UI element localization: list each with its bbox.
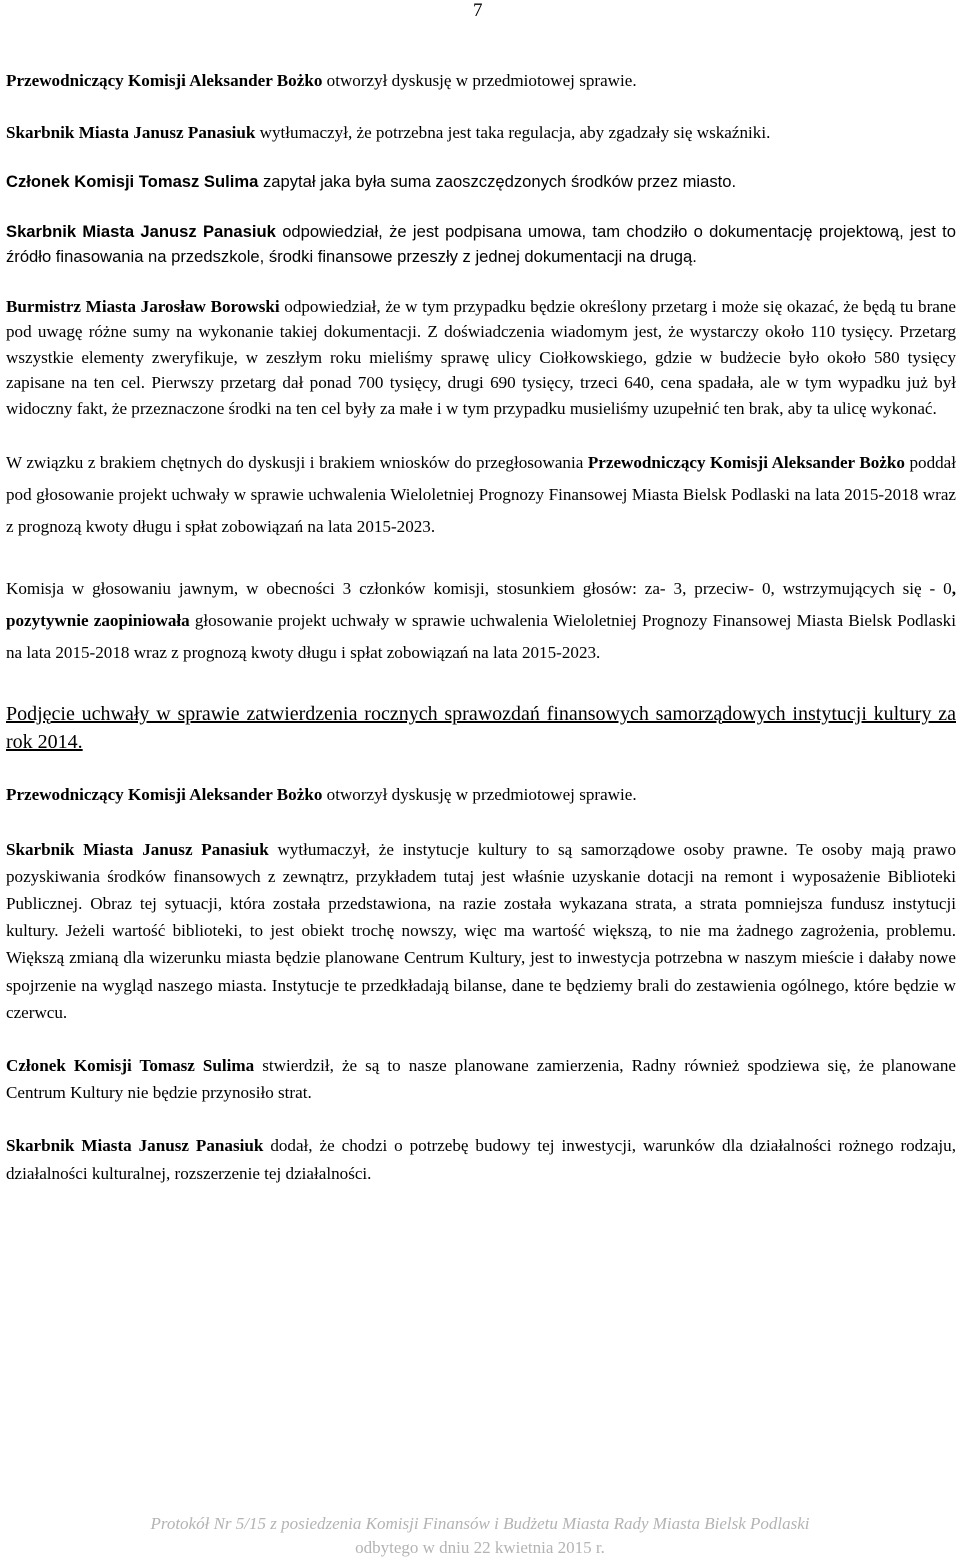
paragraph-text: W związku z brakiem chętnych do dyskusji i brakiem wniosków do przegłosowania (6, 453, 588, 472)
speaker-name: Burmistrz Miasta Jarosław Borowski (6, 296, 280, 316)
paragraph-text: stwierdził, że są to nasze planowane zamierzenia, Radny również spodziewa się, że planowane Centrum Kultury nie będzie przynosiło strat. (6, 1055, 957, 1103)
speaker-name: Skarbnik Miasta Janusz Panasiuk (6, 122, 256, 142)
footer-protocol-title: Protokół Nr 5/15 z posiedzenia Komisji Finansów i Budżetu Miasta Rady Miasta Bielsk Podlaski (150, 1514, 810, 1533)
paragraph-text: otworzył dyskusję w przedmiotowej sprawie. (322, 71, 637, 90)
speaker-name: Skarbnik Miasta Janusz Panasiuk (6, 839, 269, 859)
paragraph-text: Komisja w głosowaniu jawnym, w obecności 3 członków komisji, stosunkiem głosów: za- 3, przeciw- 0, wstrzymujących się - 0 (6, 579, 952, 598)
document-body (6, 68, 956, 1187)
footer-session-date: odbytego w dniu 22 kwietnia 2015 r. (355, 1538, 605, 1557)
paragraph-text: poddał pod głosowanie projekt uchwały w sprawie uchwalenia Wieloletniej Prognozy Finansowej Miasta Bielsk Podlaski na lata 2015-2018 wraz z prognozą kwoty długu i spłat zobowiązań na lata 2015-2023. (6, 453, 956, 536)
paragraph-text: zapytał jaka była suma zaoszczędzonych środków przez miasto. (258, 172, 737, 191)
speaker-name: Skarbnik Miasta Janusz Panasiuk (6, 221, 276, 241)
paragraph-text: głosowanie projekt uchwały w sprawie uchwalenia Wieloletniej Prognozy Finansowej Miasta Bielsk Podlaski na lata 2015-2018 wraz z prognozą kwoty długu i spłat zobowiązań na lata 2015-2023. (6, 611, 956, 662)
paragraph-treasurer-explanation (6, 120, 956, 146)
paragraph-treasurer-answer (6, 219, 956, 270)
page-footer (0, 1512, 960, 1560)
paragraph-text: wytłumaczył, że instytucje kultury to są samorządowe osoby prawne. Te osoby mają prawo pozyskiwania środków finansowych z zewnątrz, przykładem tutaj jest właśnie uzyskanie dotacji na remont i wyposażenie Biblioteki Publicznej. Obraz tej sytuacji, która została przedstawiona, na razie została wykazana strata, a strata pomniejsza fundusz instytucji kultury. Jeżeli wartość biblioteki, to jest obiekt trochę nowszy, więc ma wartość większą, to nie ma żadnego zagrożenia, problemu. Większą zmianą dla wizerunku miasta będzie planowane Centrum Kultury, jest to inwestycja potrzebna w naszym mieście i dałaby nowe spojrzenie na wygląd naszego miasta. Instytucje te przedkładają bilanse, dane te będziemy brali do zestawienia ogólnego, które będzie w czerwcu. (6, 839, 956, 1022)
speaker-name: Przewodniczący Komisji Aleksander Bożko (587, 453, 905, 472)
paragraph-text: otworzył dyskusję w przedmiotowej sprawie. (322, 785, 637, 804)
paragraph-discussion-opened (6, 68, 956, 94)
paragraph-member-statement (6, 1052, 956, 1106)
paragraph-text: odpowiedział, że w tym przypadku będzie określony przetarg i może się okazać, że będą tu brane pod uwagę różne sumy na wykonanie takiej dokumentacji. Z doświadczenia wiadomym jest, że wystarczy około 110 tysięcy. Przetarg wszystkie elementy zweryfikuje, w zeszłym roku mieliśmy sprawę ulicy Ciołkowskiego, gdzie w budżecie było około 580 tysięcy zapisane na ten cel. Pierwszy przetarg dał ponad 700 tysięcy, drugi 690 tysięcy, trzeci 640, cena spadała, ale w tym wypadku już był widoczny fakt, że przeznaczone środki na ten cel były za małe i w tym przypadku musieliśmy uzupełnić ten brak, aby ta ulicę wykonać. (6, 296, 956, 418)
speaker-name: Członek Komisji Tomasz Sulima (6, 1055, 255, 1075)
paragraph-mayor-answer (6, 294, 956, 422)
paragraph-member-question (6, 169, 956, 195)
paragraph-text: wytłumaczył, że potrzebna jest taka regulacja, aby zgadzały się wskaźniki. (255, 122, 771, 142)
page-number: 7 (473, 0, 483, 21)
paragraph-text: odpowiedział, że jest podpisana umowa, tam chodziło o dokumentację projektową, jest to źródło finasowania na przedszkole, środki finansowe przeszły z jednej dokumentacji na drugą. (6, 221, 956, 266)
paragraph-vote-result (6, 573, 956, 669)
speaker-name: Skarbnik Miasta Janusz Panasiuk (6, 1136, 264, 1156)
paragraph-treasurer-culture-explanation (6, 836, 956, 1026)
speaker-name: Przewodniczący Komisji Aleksander Bożko (6, 785, 323, 804)
speaker-name: Przewodniczący Komisji Aleksander Bożko (6, 71, 323, 90)
vote-outcome: , pozytywnie zaopiniowała (6, 579, 956, 630)
paragraph-section-discussion-opened (6, 782, 956, 808)
paragraph-treasurer-addition (6, 1132, 956, 1186)
section-heading: Podjęcie uchwały w sprawie zatwierdzenia rocznych sprawozdań finansowych samorządowych instytucji kultury za rok 2014. (6, 703, 956, 753)
paragraph-text: dodał, że chodzi o potrzebę budowy tej inwestycji, warunków dla działalności rożnego rodzaju, działalności kulturalnej, rozszerzenie tej działalności. (6, 1136, 956, 1183)
paragraph-vote-submission (6, 447, 956, 543)
speaker-name: Członek Komisji Tomasz Sulima (6, 172, 259, 191)
